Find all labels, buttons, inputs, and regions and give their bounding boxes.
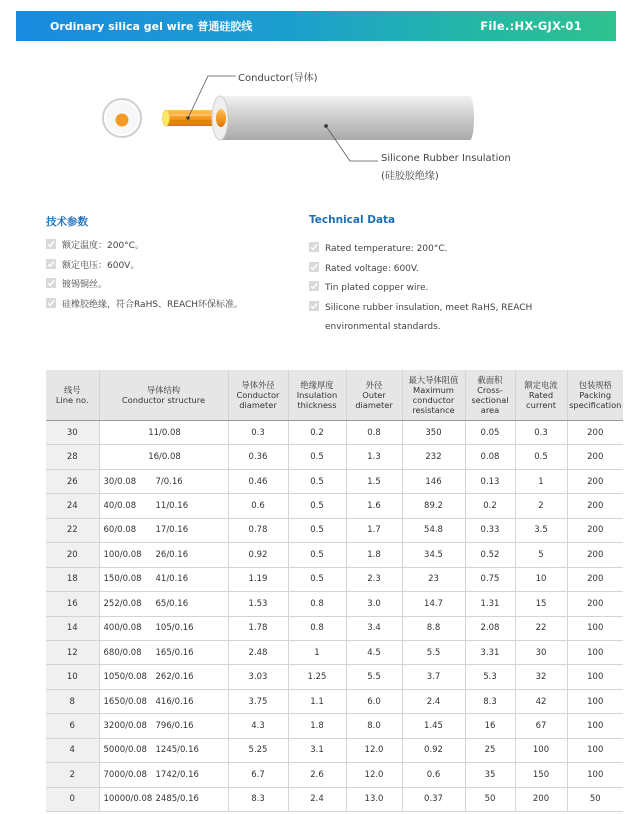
cell-line-no: 22 bbox=[46, 518, 99, 542]
table-row bbox=[46, 738, 623, 762]
structure-alternate: 105/0.16 bbox=[155, 623, 194, 634]
cell-outer-diameter: 4.5 bbox=[346, 640, 402, 664]
header-rated-current bbox=[515, 370, 567, 421]
header-outer-diameter bbox=[346, 370, 402, 421]
cell-max-resistance: 34.5 bbox=[402, 543, 465, 567]
cell-max-resistance: 89.2 bbox=[402, 494, 465, 518]
structure-primary: 11/0.08 bbox=[148, 427, 181, 438]
cell-cross-sectional-area: 0.13 bbox=[465, 469, 515, 493]
checkbox-icon bbox=[309, 242, 319, 252]
cell-conductor-diameter: 0.46 bbox=[228, 469, 288, 493]
tech-item bbox=[309, 279, 599, 299]
cell-line-no: 10 bbox=[46, 665, 99, 689]
cell-outer-diameter: 13.0 bbox=[346, 787, 402, 811]
structure-alternate: 65/0.16 bbox=[155, 598, 189, 609]
cell-rated-current: 150 bbox=[515, 763, 567, 787]
tech-item-text: Silicone rubber insulation, meet RaHS, REACH environmental standards. bbox=[325, 302, 533, 332]
tech-item-text: Rated voltage: 600V. bbox=[325, 263, 419, 274]
checkbox-icon bbox=[309, 262, 319, 272]
cell-line-no: 26 bbox=[46, 469, 99, 493]
cell-outer-diameter: 5.5 bbox=[346, 665, 402, 689]
cell-insulation-thickness: 0.5 bbox=[288, 543, 346, 567]
cell-max-resistance: 54.8 bbox=[402, 518, 465, 542]
cell-max-resistance: 0.92 bbox=[402, 738, 465, 762]
tech-item bbox=[46, 296, 296, 316]
cell-rated-current: 200 bbox=[515, 787, 567, 811]
cell-packing-specification: 200 bbox=[567, 469, 623, 493]
cell-conductor-structure bbox=[99, 616, 228, 640]
cell-conductor-diameter: 1.78 bbox=[228, 616, 288, 640]
table-row bbox=[46, 421, 623, 445]
table-row bbox=[46, 469, 623, 493]
cell-outer-diameter: 8.0 bbox=[346, 714, 402, 738]
cell-outer-diameter: 12.0 bbox=[346, 763, 402, 787]
cell-max-resistance: 14.7 bbox=[402, 592, 465, 616]
header-line: Conductor bbox=[236, 390, 280, 400]
cell-rated-current: 42 bbox=[515, 689, 567, 713]
tech-item bbox=[46, 257, 296, 277]
tech-item bbox=[309, 299, 599, 338]
cell-insulation-thickness: 0.5 bbox=[288, 494, 346, 518]
table-row bbox=[46, 616, 623, 640]
cell-packing-specification: 100 bbox=[567, 616, 623, 640]
checkbox-icon bbox=[46, 259, 56, 269]
cell-packing-specification: 100 bbox=[567, 738, 623, 762]
insulation-body bbox=[212, 96, 474, 140]
table-row bbox=[46, 689, 623, 713]
cell-max-resistance: 1.45 bbox=[402, 714, 465, 738]
cell-packing-specification: 200 bbox=[567, 567, 623, 591]
structure-primary: 1050/0.08 bbox=[103, 672, 147, 683]
cell-conductor-structure bbox=[99, 787, 228, 811]
structure-alternate: 17/0.16 bbox=[155, 525, 189, 536]
cell-cross-sectional-area: 3.31 bbox=[465, 640, 515, 664]
header-line: Outer bbox=[362, 390, 386, 400]
cell-rated-current: 32 bbox=[515, 665, 567, 689]
cell-cross-sectional-area: 0.52 bbox=[465, 543, 515, 567]
header-line: 最大导体阻值 bbox=[408, 375, 459, 385]
cell-rated-current: 3.5 bbox=[515, 518, 567, 542]
structure-primary: 16/0.08 bbox=[148, 452, 181, 463]
cell-conductor-structure bbox=[99, 763, 228, 787]
cell-outer-diameter: 1.8 bbox=[346, 543, 402, 567]
cell-max-resistance: 8.8 bbox=[402, 616, 465, 640]
checkbox-icon bbox=[46, 239, 56, 249]
cell-conductor-structure bbox=[99, 543, 228, 567]
cell-packing-specification: 100 bbox=[567, 665, 623, 689]
cell-insulation-thickness: 2.6 bbox=[288, 763, 346, 787]
tech-item-text: 镀锡铜丝。 bbox=[62, 280, 108, 290]
wire-diagram bbox=[0, 55, 627, 195]
cell-conductor-structure bbox=[99, 714, 228, 738]
header-line: 线号 bbox=[63, 385, 81, 395]
cell-insulation-thickness: 1.8 bbox=[288, 714, 346, 738]
structure-alternate: 11/0.16 bbox=[155, 501, 189, 512]
table-row bbox=[46, 494, 623, 518]
header-insulation-thickness bbox=[288, 370, 346, 421]
checkbox-icon bbox=[46, 298, 56, 308]
structure-alternate: 796/0.16 bbox=[155, 720, 194, 731]
cell-line-no: 12 bbox=[46, 640, 99, 664]
cell-conductor-structure bbox=[99, 445, 228, 469]
table-row bbox=[46, 567, 623, 591]
cell-max-resistance: 3.7 bbox=[402, 665, 465, 689]
cell-rated-current: 0.3 bbox=[515, 421, 567, 445]
header-line: 包装规格 bbox=[578, 380, 612, 390]
cell-packing-specification: 200 bbox=[567, 421, 623, 445]
cell-insulation-thickness: 1.1 bbox=[288, 689, 346, 713]
cell-line-no: 6 bbox=[46, 714, 99, 738]
header-conductor-diameter bbox=[228, 370, 288, 421]
cell-rated-current: 100 bbox=[515, 738, 567, 762]
cell-conductor-structure bbox=[99, 592, 228, 616]
cell-line-no: 8 bbox=[46, 689, 99, 713]
cell-conductor-diameter: 4.3 bbox=[228, 714, 288, 738]
cell-outer-diameter: 1.5 bbox=[346, 469, 402, 493]
cell-max-resistance: 2.4 bbox=[402, 689, 465, 713]
cell-packing-specification: 100 bbox=[567, 763, 623, 787]
cell-conductor-diameter: 8.3 bbox=[228, 787, 288, 811]
cell-insulation-thickness: 2.4 bbox=[288, 787, 346, 811]
header-line: 导体结构 bbox=[146, 385, 181, 395]
cell-outer-diameter: 2.3 bbox=[346, 567, 402, 591]
cell-rated-current: 30 bbox=[515, 640, 567, 664]
cell-line-no: 0 bbox=[46, 787, 99, 811]
cell-insulation-thickness: 1.25 bbox=[288, 665, 346, 689]
cell-conductor-diameter: 1.53 bbox=[228, 592, 288, 616]
cell-cross-sectional-area: 25 bbox=[465, 738, 515, 762]
cell-cross-sectional-area: 35 bbox=[465, 763, 515, 787]
checkbox-icon bbox=[309, 301, 319, 311]
cell-conductor-structure bbox=[99, 494, 228, 518]
header-line: specification bbox=[569, 400, 622, 410]
header-line: resistance bbox=[412, 405, 455, 415]
table-row bbox=[46, 787, 623, 811]
cell-packing-specification: 200 bbox=[567, 494, 623, 518]
tech-data-title-en: Technical Data bbox=[309, 214, 396, 226]
cell-conductor-diameter: 0.3 bbox=[228, 421, 288, 445]
tech-item-text: 额定温度：200°C。 bbox=[62, 241, 144, 251]
tech-params-title-cn: 技术参数 bbox=[46, 216, 88, 228]
header-line: Conductor structure bbox=[121, 395, 206, 405]
structure-primary: 400/0.08 bbox=[103, 623, 142, 634]
cell-cross-sectional-area: 2.08 bbox=[465, 616, 515, 640]
cell-rated-current: 15 bbox=[515, 592, 567, 616]
table-row bbox=[46, 592, 623, 616]
checkbox-icon bbox=[309, 281, 319, 291]
cell-max-resistance: 350 bbox=[402, 421, 465, 445]
structure-primary: 5000/0.08 bbox=[103, 745, 147, 756]
tech-item bbox=[46, 237, 296, 257]
cell-conductor-diameter: 6.7 bbox=[228, 763, 288, 787]
structure-primary: 150/0.08 bbox=[103, 574, 142, 585]
cell-insulation-thickness: 0.5 bbox=[288, 518, 346, 542]
tech-item bbox=[309, 240, 599, 260]
cell-max-resistance: 0.6 bbox=[402, 763, 465, 787]
cell-max-resistance: 5.5 bbox=[402, 640, 465, 664]
structure-primary: 3200/0.08 bbox=[103, 720, 147, 731]
cell-max-resistance: 23 bbox=[402, 567, 465, 591]
table-row bbox=[46, 640, 623, 664]
cell-conductor-structure bbox=[99, 689, 228, 713]
cell-conductor-diameter: 3.75 bbox=[228, 689, 288, 713]
cell-insulation-thickness: 0.5 bbox=[288, 567, 346, 591]
spec-table-body bbox=[46, 421, 623, 812]
structure-alternate: 2485/0.16 bbox=[155, 794, 199, 805]
tech-item bbox=[46, 276, 296, 296]
header-line-no bbox=[46, 370, 99, 421]
cell-rated-current: 0.5 bbox=[515, 445, 567, 469]
cell-conductor-structure bbox=[99, 469, 228, 493]
cell-line-no: 24 bbox=[46, 494, 99, 518]
cell-line-no: 14 bbox=[46, 616, 99, 640]
cell-conductor-diameter: 0.36 bbox=[228, 445, 288, 469]
table-row bbox=[46, 543, 623, 567]
structure-alternate: 416/0.16 bbox=[155, 696, 194, 707]
header-line: 外径 bbox=[365, 380, 383, 390]
cell-conductor-structure bbox=[99, 518, 228, 542]
conductor-core-dot bbox=[116, 114, 129, 127]
cell-rated-current: 67 bbox=[515, 714, 567, 738]
tech-item-text: 额定电压：600V。 bbox=[62, 260, 140, 271]
cell-cross-sectional-area: 0.08 bbox=[465, 445, 515, 469]
cell-conductor-structure bbox=[99, 738, 228, 762]
cell-cross-sectional-area: 16 bbox=[465, 714, 515, 738]
cell-packing-specification: 100 bbox=[567, 689, 623, 713]
table-row bbox=[46, 665, 623, 689]
cross-section-view bbox=[103, 99, 141, 137]
insulation-label-cn: (硅胶胶绝缘) bbox=[381, 171, 439, 182]
structure-primary: 40/0.08 bbox=[103, 501, 137, 512]
header-line: area bbox=[480, 405, 500, 415]
structure-primary: 100/0.08 bbox=[103, 549, 142, 560]
header-line: Insulation bbox=[296, 390, 338, 400]
cell-conductor-diameter: 0.92 bbox=[228, 543, 288, 567]
cell-max-resistance: 146 bbox=[402, 469, 465, 493]
tech-params-list-cn bbox=[46, 237, 296, 315]
header-line: thickness bbox=[297, 400, 337, 410]
cell-insulation-thickness: 3.1 bbox=[288, 738, 346, 762]
insulation-label: Silicone Rubber Insulation bbox=[381, 153, 511, 164]
cell-insulation-thickness: 0.8 bbox=[288, 592, 346, 616]
cell-conductor-structure bbox=[99, 421, 228, 445]
table-row bbox=[46, 714, 623, 738]
cell-packing-specification: 200 bbox=[567, 543, 623, 567]
cell-max-resistance: 0.37 bbox=[402, 787, 465, 811]
cell-conductor-diameter: 1.19 bbox=[228, 567, 288, 591]
spec-table bbox=[46, 370, 623, 812]
cell-line-no: 4 bbox=[46, 738, 99, 762]
structure-alternate: 165/0.16 bbox=[155, 647, 194, 658]
structure-primary: 30/0.08 bbox=[103, 476, 137, 487]
cell-max-resistance: 232 bbox=[402, 445, 465, 469]
cell-rated-current: 1 bbox=[515, 469, 567, 493]
header-banner bbox=[16, 11, 616, 41]
cell-line-no: 30 bbox=[46, 421, 99, 445]
cell-cross-sectional-area: 0.75 bbox=[465, 567, 515, 591]
header-line: current bbox=[526, 400, 556, 410]
cell-conductor-structure bbox=[99, 567, 228, 591]
cell-packing-specification: 100 bbox=[567, 714, 623, 738]
table-row bbox=[46, 518, 623, 542]
cell-cross-sectional-area: 0.33 bbox=[465, 518, 515, 542]
header-line: 导体外径 bbox=[241, 380, 275, 390]
cell-outer-diameter: 1.3 bbox=[346, 445, 402, 469]
structure-primary: 10000/0.08 bbox=[103, 794, 153, 805]
cell-conductor-diameter: 2.48 bbox=[228, 640, 288, 664]
header-cross-sectional-area bbox=[465, 370, 515, 421]
header-line: Line no. bbox=[55, 395, 89, 405]
structure-primary: 680/0.08 bbox=[103, 647, 142, 658]
cell-packing-specification: 50 bbox=[567, 787, 623, 811]
structure-primary: 7000/0.08 bbox=[103, 769, 147, 780]
cell-rated-current: 10 bbox=[515, 567, 567, 591]
cell-packing-specification: 100 bbox=[567, 640, 623, 664]
cell-packing-specification: 200 bbox=[567, 592, 623, 616]
header-max-resistance bbox=[402, 370, 465, 421]
cell-line-no: 16 bbox=[46, 592, 99, 616]
tech-item-text: Tin plated copper wire. bbox=[325, 283, 429, 293]
cell-outer-diameter: 6.0 bbox=[346, 689, 402, 713]
header-conductor-structure bbox=[99, 370, 228, 421]
structure-alternate: 26/0.16 bbox=[155, 549, 189, 560]
cell-conductor-structure bbox=[99, 640, 228, 664]
file-number: File.:HX-GJX-01 bbox=[480, 19, 582, 33]
cell-cross-sectional-area: 1.31 bbox=[465, 592, 515, 616]
cell-insulation-thickness: 0.8 bbox=[288, 616, 346, 640]
spec-table-header bbox=[46, 370, 623, 421]
cell-outer-diameter: 3.0 bbox=[346, 592, 402, 616]
structure-primary: 252/0.08 bbox=[103, 598, 142, 609]
cell-line-no: 2 bbox=[46, 763, 99, 787]
tech-item-text: 硅橡胶绝缘，符合RaHS、REACH环保标准。 bbox=[62, 299, 244, 310]
header-line: Maximum bbox=[413, 385, 454, 395]
cell-cross-sectional-area: 8.3 bbox=[465, 689, 515, 713]
cell-conductor-diameter: 0.6 bbox=[228, 494, 288, 518]
header-line: diameter bbox=[239, 400, 277, 410]
document-title: Ordinary silica gel wire 普通硅胶线 bbox=[50, 20, 253, 33]
header-line: diameter bbox=[355, 400, 393, 410]
cell-rated-current: 22 bbox=[515, 616, 567, 640]
cell-conductor-structure bbox=[99, 665, 228, 689]
cell-line-no: 20 bbox=[46, 543, 99, 567]
structure-alternate: 262/0.16 bbox=[155, 672, 194, 683]
cell-packing-specification: 200 bbox=[567, 518, 623, 542]
cell-cross-sectional-area: 50 bbox=[465, 787, 515, 811]
cell-cross-sectional-area: 0.2 bbox=[465, 494, 515, 518]
structure-primary: 1650/0.08 bbox=[103, 696, 147, 707]
header-line: sectional bbox=[471, 395, 509, 405]
structure-alternate: 1742/0.16 bbox=[155, 769, 199, 780]
cell-cross-sectional-area: 5.3 bbox=[465, 665, 515, 689]
structure-alternate: 1245/0.16 bbox=[155, 745, 199, 756]
cell-insulation-thickness: 0.5 bbox=[288, 445, 346, 469]
cell-conductor-diameter: 3.03 bbox=[228, 665, 288, 689]
cell-line-no: 18 bbox=[46, 567, 99, 591]
header-line: conductor bbox=[412, 395, 455, 405]
cell-outer-diameter: 1.6 bbox=[346, 494, 402, 518]
cell-cross-sectional-area: 0.05 bbox=[465, 421, 515, 445]
cell-insulation-thickness: 1 bbox=[288, 640, 346, 664]
header-line: 截面积 bbox=[477, 375, 503, 385]
cell-packing-specification: 200 bbox=[567, 445, 623, 469]
cell-outer-diameter: 1.7 bbox=[346, 518, 402, 542]
cell-conductor-diameter: 5.25 bbox=[228, 738, 288, 762]
table-row bbox=[46, 445, 623, 469]
structure-alternate: 41/0.16 bbox=[155, 574, 189, 585]
table-row bbox=[46, 763, 623, 787]
cell-outer-diameter: 0.8 bbox=[346, 421, 402, 445]
cell-outer-diameter: 12.0 bbox=[346, 738, 402, 762]
cell-rated-current: 5 bbox=[515, 543, 567, 567]
cell-rated-current: 2 bbox=[515, 494, 567, 518]
header-line: Rated bbox=[528, 390, 554, 400]
cell-insulation-thickness: 0.2 bbox=[288, 421, 346, 445]
tech-item bbox=[309, 260, 599, 280]
structure-primary: 60/0.08 bbox=[103, 525, 137, 536]
conductor-label: Conductor(导体) bbox=[238, 73, 318, 84]
cell-insulation-thickness: 0.5 bbox=[288, 469, 346, 493]
tech-item-text: Rated temperature: 200°C. bbox=[325, 244, 448, 254]
header-packing-specification bbox=[567, 370, 623, 421]
cell-conductor-diameter: 0.78 bbox=[228, 518, 288, 542]
cell-outer-diameter: 3.4 bbox=[346, 616, 402, 640]
structure-alternate: 7/0.16 bbox=[155, 476, 183, 487]
header-line: Packing bbox=[579, 390, 612, 400]
header-line: Cross- bbox=[477, 385, 503, 395]
tech-data-list-en bbox=[309, 240, 599, 338]
cell-line-no: 28 bbox=[46, 445, 99, 469]
checkbox-icon bbox=[46, 278, 56, 288]
header-line: 绝缘厚度 bbox=[300, 380, 334, 390]
header-line: 额定电流 bbox=[524, 380, 558, 390]
